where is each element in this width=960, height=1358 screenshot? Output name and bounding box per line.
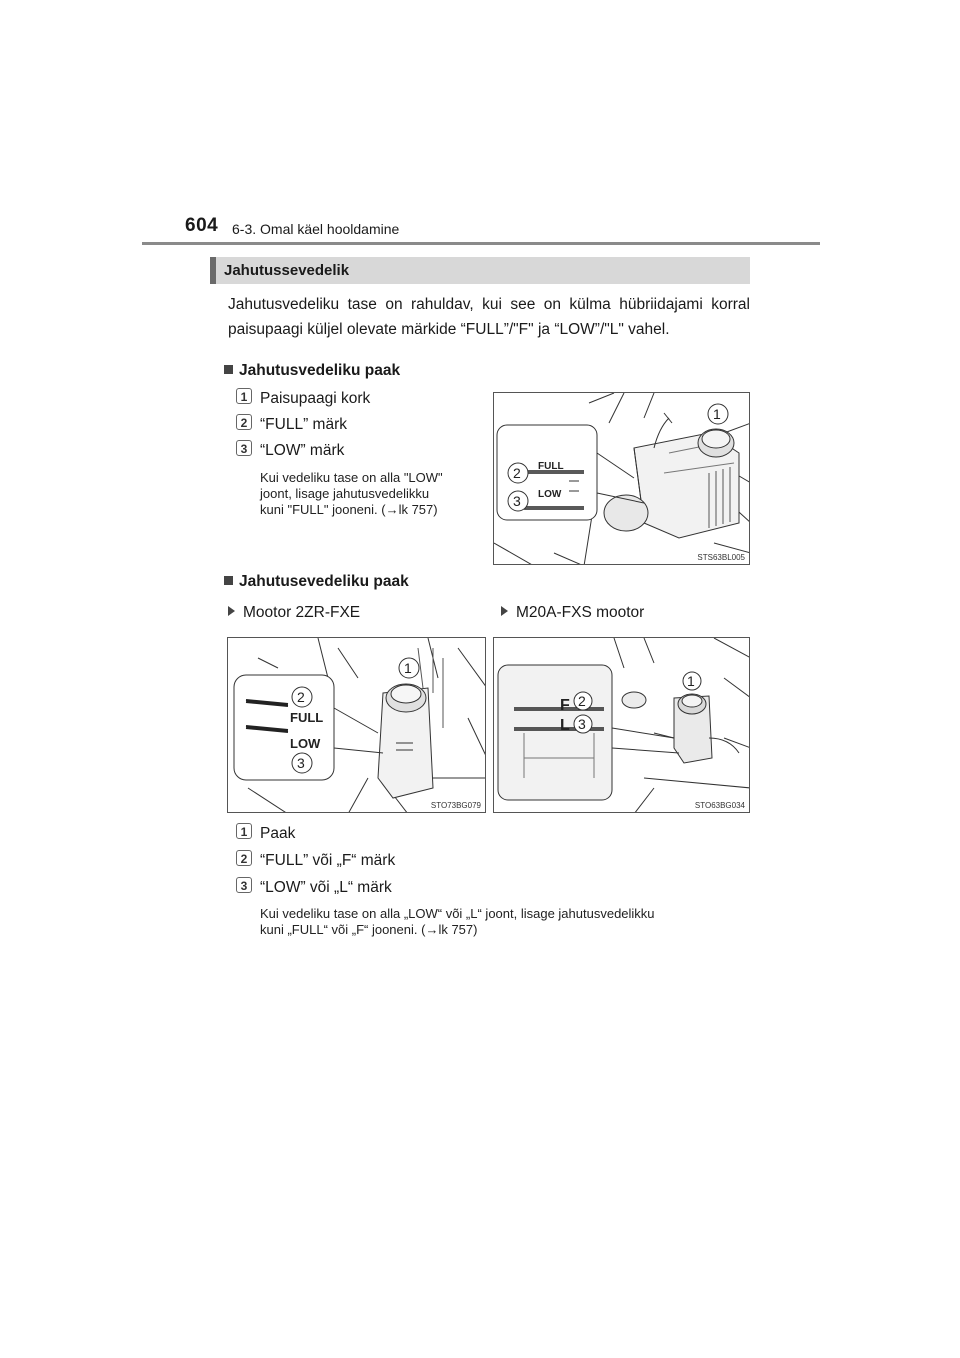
note-line: kuni „FULL“ või „F“ jooneni. (→lk 757) <box>260 922 478 937</box>
engine-label-2zr <box>228 604 360 622</box>
callout-3: 3 <box>297 755 305 771</box>
note-line: Kui vedeliku tase on alla "LOW" <box>260 470 443 485</box>
item-1-label: Paisupaagi kork <box>260 390 371 407</box>
full-mark-label: FULL <box>538 461 564 472</box>
callout-2: 2 <box>578 693 586 709</box>
note-line: kuni "FULL" jooneni. (→lk 757) <box>260 502 438 517</box>
full-mark-label: F <box>560 697 570 714</box>
callout-3: 3 <box>578 716 586 732</box>
figure-illustration <box>228 638 486 813</box>
section-path: 6-3. Omal käel hooldamine <box>232 221 400 237</box>
engine-label-text: Mootor 2ZR-FXE <box>243 604 361 621</box>
callout-1: 1 <box>404 660 412 676</box>
full-mark-label: FULL <box>290 710 324 725</box>
item-2b <box>236 850 252 868</box>
square-bullet-icon <box>224 365 233 374</box>
engine-label-m20a <box>501 604 644 622</box>
item-2b-label: “FULL” või „F“ märk <box>260 852 396 869</box>
item-2 <box>236 414 252 432</box>
item-3b <box>236 877 252 895</box>
intro-paragraph: Jahutusvedeliku tase on rahuldav, kui see on külma hübriidajami korral paisupaagi küljel olevate märkide “FULL”/"F" ja “LOW”/"L" vahel. <box>228 296 750 338</box>
figure-code: STO73BG079 <box>430 801 481 810</box>
callout-1: 1 <box>687 673 695 689</box>
item-3 <box>236 440 252 458</box>
callout-number: 3 <box>236 877 252 893</box>
callout-3: 3 <box>513 493 521 509</box>
low-mark-label: LOW <box>290 736 321 751</box>
figure-code: STO63BG034 <box>694 801 745 810</box>
low-mark-label: LOW <box>538 489 562 500</box>
callout-number: 2 <box>236 850 252 866</box>
triangle-bullet-icon <box>501 606 508 616</box>
callout-number: 1 <box>236 388 252 404</box>
callout-2: 2 <box>297 689 305 705</box>
header-rule <box>142 242 820 245</box>
figure-2zr-fxe <box>227 637 486 813</box>
callout-number: 1 <box>236 823 252 839</box>
subheading-coolant-tank-2 <box>224 573 409 591</box>
low-mark-label: L <box>560 717 570 734</box>
page-number: 604 <box>185 215 219 236</box>
section-title: Jahutussevedelik <box>224 262 350 279</box>
subheading-text: Jahutusvedeliku paak <box>239 362 401 379</box>
item-3-label: “LOW” märk <box>260 442 345 459</box>
callout-number: 2 <box>236 414 252 430</box>
callout-number: 3 <box>236 440 252 456</box>
callout-1: 1 <box>713 406 721 422</box>
note-block2 <box>260 906 750 938</box>
item-1b <box>236 823 252 841</box>
note-line: joont, lisage jahutusvedelikku <box>260 486 430 501</box>
note-block1 <box>260 470 476 518</box>
triangle-bullet-icon <box>228 606 235 616</box>
callout-2: 2 <box>513 465 521 481</box>
figure-illustration <box>494 638 750 813</box>
subheading-text: Jahutusevedeliku paak <box>239 573 409 590</box>
note-line: Kui vedeliku tase on alla „LOW“ või „L“ joont, lisage jahutusvedelikku <box>260 906 655 921</box>
square-bullet-icon <box>224 576 233 585</box>
figure-illustration <box>494 393 750 565</box>
item-1b-label: Paak <box>260 825 296 842</box>
item-3b-label: “LOW” või „L“ märk <box>260 879 392 896</box>
item-2-label: “FULL” märk <box>260 416 347 433</box>
figure-coolant-reservoir <box>493 392 750 565</box>
engine-label-text: M20A-FXS mootor <box>516 604 645 621</box>
subheading-coolant-tank <box>224 362 400 380</box>
figure-code: STS63BL005 <box>697 553 745 562</box>
figure-m20a-fxs <box>493 637 750 813</box>
item-1 <box>236 388 252 406</box>
